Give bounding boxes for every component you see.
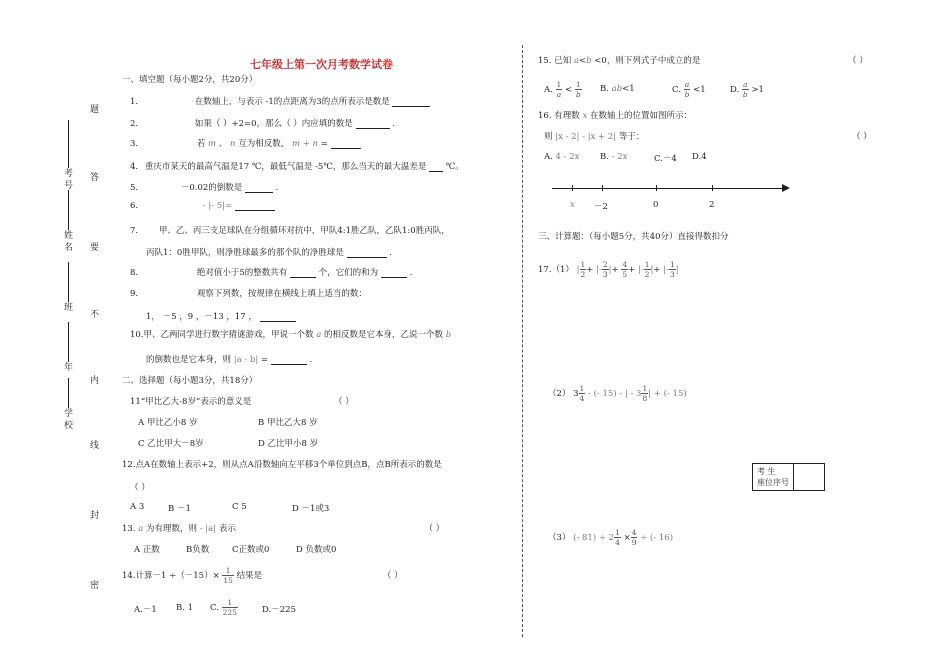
q2-blank[interactable] xyxy=(356,119,390,129)
q16-line2: 则 |x - 2| - |x + 2| 等于： xyxy=(544,132,645,142)
q15-option-b[interactable]: B. ab<1 xyxy=(600,84,635,94)
q14-option-a[interactable]: A.－1 xyxy=(134,605,157,615)
q12-option-a[interactable]: A 3 xyxy=(130,502,145,512)
q6-blank[interactable] xyxy=(235,201,275,211)
q15-option-c[interactable]: C. $\frac{a}{b}$ <1 xyxy=(672,80,706,99)
section1-heading: 一、填空题（每小题2分，共20分） xyxy=(122,75,258,85)
grade-label: 年 xyxy=(64,322,74,374)
axis-label-x: x xyxy=(570,200,575,210)
q2-text: 如果（ ）+2=0，那么（ ）内应填的数是 xyxy=(194,119,353,129)
q2: 2. 如果（ ）+2=0，那么（ ）内应填的数是 . xyxy=(130,119,395,129)
q8: 8. 绝对值小于5的整数共有 个，它们的和为 . xyxy=(130,268,413,278)
q10-line2: 的倒数也是它本身，则 |a - b| = . xyxy=(146,355,313,365)
q12-option-c[interactable]: C 5 xyxy=(232,502,247,512)
q11-option-a[interactable]: A 甲比乙小8 岁 xyxy=(138,418,198,428)
q12-answer[interactable]: （ ） xyxy=(130,483,150,493)
q11-answer[interactable]: （ ） xyxy=(334,397,354,407)
axis-label-0: 0 xyxy=(653,200,659,210)
q16-option-a[interactable]: A. 4 - 2x xyxy=(544,152,580,162)
seal-char: 线 xyxy=(90,441,100,451)
q15: 15. 已知 a<b <0，则下列式子中成立的是 xyxy=(538,56,701,66)
axis-tick xyxy=(712,185,713,191)
seat-number-field[interactable] xyxy=(794,464,825,491)
q15-option-a[interactable]: A. $\frac{1}{a}$ < $\frac{1}{b}$ xyxy=(544,80,581,99)
page-title: 七年级上第一次月考数学试卷 xyxy=(250,58,393,71)
exam-no-label: 考号 xyxy=(64,120,74,192)
q4-blank[interactable] xyxy=(429,162,443,172)
seal-char: 密 xyxy=(90,581,100,591)
q1-num: 1. xyxy=(130,97,139,107)
q11-option-d[interactable]: D 乙比甲小8 岁 xyxy=(258,439,319,449)
q9-seq: 1， －5 ，9 ，－13 ，17 ， xyxy=(146,310,296,322)
q1-text: 在数轴上，与表示 -1的点距离为3的点所表示是数是 xyxy=(194,97,390,107)
q13-option-c[interactable]: C正数或0 xyxy=(232,545,270,555)
q9: 9. 观察下列数，按规律在横线上填上适当的数： xyxy=(130,289,367,299)
q14-answer[interactable]: （ ） xyxy=(382,571,403,581)
q13-option-b[interactable]: B负数 xyxy=(186,545,210,555)
q13-answer[interactable]: （ ） xyxy=(424,524,445,534)
q10: 10.甲、乙两同学进行数字猜谜游戏，甲说一个数 a 的相反数是它本身，乙说一个数 b xyxy=(130,330,452,340)
number-line-arrow xyxy=(782,184,790,192)
q3-blank[interactable] xyxy=(331,139,361,149)
axis-label-2: 2 xyxy=(709,200,715,210)
q13: 13. a 为有理数，则 - |a| 表示 （ ） xyxy=(122,524,445,534)
axis-tick xyxy=(656,185,657,191)
q15-option-d[interactable]: D. $\frac{a}{b}$ >1 xyxy=(730,80,764,99)
axis-tick xyxy=(602,185,603,191)
class-label: 班 xyxy=(64,262,74,314)
q14-option-c-fraction: $\frac{1}{225}$ xyxy=(222,598,237,617)
q7-blank[interactable] xyxy=(347,248,387,258)
q2-num: 2. xyxy=(130,119,139,129)
q3: 3. 若 m 、 n 互为相反数， m + n = xyxy=(130,137,361,149)
q11-option-b[interactable]: B 甲比乙大8 岁 xyxy=(258,418,318,428)
seal-char: 题 xyxy=(90,105,100,115)
seal-char: 要 xyxy=(90,243,100,253)
q11-option-c[interactable]: C 乙比甲大－8岁 xyxy=(138,439,204,449)
q10-blank[interactable] xyxy=(271,355,307,365)
q7: 7. 甲、乙、丙三支足球队在分组循环对抗中，甲队4:1胜乙队，乙队1:0胜丙队， xyxy=(130,226,450,236)
q17-part3: （3） (- 81) ÷ 2 $\frac{1}{4}$ × $\frac{4}{9}$ ÷ (- 16) xyxy=(548,528,674,547)
q16-option-c[interactable]: C.－4 xyxy=(654,154,677,164)
q16-option-b[interactable]: B. - 2x xyxy=(600,152,628,162)
q13-option-d[interactable]: D 负数或0 xyxy=(296,545,337,555)
name-label: 姓名 xyxy=(64,190,74,254)
q8-blank-1[interactable] xyxy=(290,268,316,278)
column-divider xyxy=(522,45,523,637)
axis-tick xyxy=(572,185,573,191)
q14-option-c[interactable]: C. $\frac{1}{225}$ xyxy=(210,598,237,617)
seal-char: 不 xyxy=(90,310,100,320)
q14: 14.计算－1 ÷（－15）× $\frac{1}{15}$ 结果是 （ ） xyxy=(122,566,403,585)
section3-heading: 三、计算题：（每小题5分，共40分）直接得数扣分 xyxy=(538,232,729,242)
q4: 4. 重庆市某天的最高气温是17 ℃，最低气温是 -5℃，那么当天的最大温差是 ℃。 xyxy=(130,162,464,172)
q12: 12.点A在数轴上表示+2，则从点A沿数轴向左平移3个单位到点B，点B所表示的数是 xyxy=(122,460,442,470)
q17-part2: （2） 3 $\frac{1}{4}$ - (- 15) - | - 3 $\frac{1}{8}$ | + (- 15) xyxy=(548,384,687,403)
q12-option-b[interactable]: B －1 xyxy=(168,504,191,514)
q14-option-d[interactable]: D.－225 xyxy=(262,605,296,615)
seal-char: 内 xyxy=(90,376,100,386)
number-line xyxy=(552,188,784,189)
q16-option-d[interactable]: D.4 xyxy=(692,152,707,162)
q6: 6. - |- 5|= xyxy=(130,201,275,211)
q8-blank-2[interactable] xyxy=(381,268,407,278)
q14-fraction: $\frac{1}{15}$ xyxy=(223,566,233,585)
q5: 5. －0.02的倒数是 . xyxy=(130,183,279,193)
school-label: 学校 xyxy=(64,378,74,432)
q5-blank[interactable] xyxy=(245,183,273,193)
q16-answer[interactable]: （ ） xyxy=(852,132,872,142)
q11: 11“甲比乙大-8岁”表示的意义是 （ ） xyxy=(130,397,354,407)
q1 xyxy=(130,95,430,107)
q14-option-b[interactable]: B. 1 xyxy=(176,603,194,613)
seat-label: 考 生 座位序号 xyxy=(753,464,794,491)
seal-char: 答 xyxy=(90,173,100,183)
q16: 16. 有理数 x 在数轴上的位置如图所示： xyxy=(538,111,692,121)
q13-option-a[interactable]: A 正数 xyxy=(134,545,160,555)
section2-heading: 二、选择题（每小题3分，共18分） xyxy=(122,376,258,386)
q9-blank[interactable] xyxy=(260,312,296,322)
axis-label-neg2: －2 xyxy=(594,202,608,212)
seat-number-table xyxy=(752,463,825,491)
q12-option-d[interactable]: D －1或3 xyxy=(292,504,330,514)
q15-answer[interactable]: （ ） xyxy=(848,56,868,66)
q7-line2: 丙队1：0胜甲队，则净胜球最多的那个队的净胜球是 . xyxy=(146,248,392,258)
seal-char: 封 xyxy=(90,511,100,521)
q17-part1: 17.（1） | $\frac{1}{2}$ + |- $\frac{2}{3}$ |+ $\frac{4}{5}$ + |- $\frac{1}{2}$ |+ |- $\frac{1}{3}$ | xyxy=(538,260,679,279)
q1-blank[interactable] xyxy=(392,97,430,107)
